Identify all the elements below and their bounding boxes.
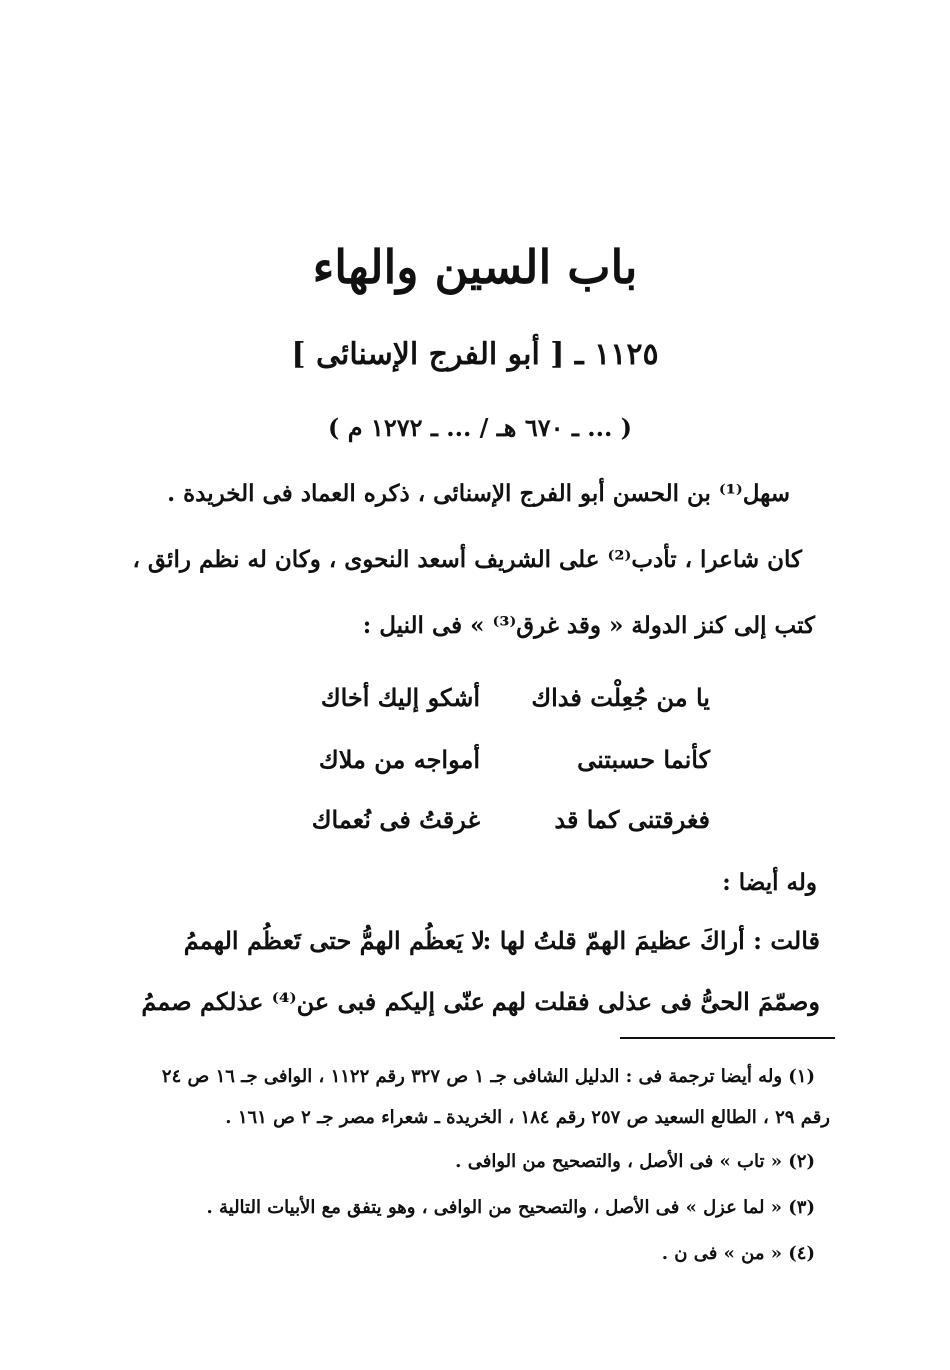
verse-hemistich-second: لا يَعظُم الهمُّ حتى تَعظُم الهممُ	[183, 926, 485, 955]
entry-heading: ١١٢٥ ـ [ أبو الفرج الإسنائى ]	[291, 337, 659, 372]
prose-line: كان شاعرا ، تأدب⁽²⁾ على الشريف أسعد النحوى ، وكان له نظم رائق ،	[132, 546, 802, 573]
verse-hemistich-second: عنّى إليكم فبى عن⁽⁴⁾ عذلكم صممُ	[141, 987, 485, 1016]
footnote: (١) وله أيضا ترجمة فى : الدليل الشافى جـ ١ ص ٣٢٧ رقم ١١٢٢ ، الوافى جـ ١٦ ص ٢٤	[161, 1066, 815, 1087]
verse-hemistich-second: أشكو إليك أخاك	[320, 683, 480, 712]
verse-hemistich-first: وصمّمَ الحىُّ فى عذلى فقلت لهم	[491, 987, 820, 1016]
verse-hemistich-first: قالت : أراكَ عظيمَ الهمّ قلتُ لها :	[482, 926, 820, 955]
footnote-continued: رقم ٢٩ ، الطالع السعيد ص ٢٥٧ رقم ١٨٤ ، الخريدة ـ شعراء مصر جـ ٢ ص ١٦١ .	[225, 1107, 830, 1128]
chapter-title: باب السين والهاء	[312, 240, 638, 294]
entry-dates: ( ... ـ ٦٧٠ هـ / ... ـ ١٢٧٢ م )	[327, 413, 633, 442]
footnote-separator	[620, 1037, 835, 1039]
footnote: (٤) « من » فى ن .	[661, 1243, 815, 1264]
also-heading: وله أيضا :	[722, 869, 817, 896]
footnote: (٢) « تاب » فى الأصل ، والتصحيح من الوافى .	[455, 1151, 815, 1172]
prose-line: كتب إلى كنز الدولة « وقد غرق⁽³⁾ » فى النيل :	[362, 612, 815, 639]
verse-hemistich-second: غرقتُ فى نُعماك	[311, 805, 480, 834]
verse-hemistich-first: فغرقتنى كما قد	[554, 805, 710, 834]
verse-hemistich-first: كأنما حسبتنى	[577, 745, 710, 774]
verse-hemistich-second: أمواجه من ملاك	[318, 745, 480, 774]
prose-line: سهل⁽¹⁾ بن الحسن أبو الفرج الإسنائى ، ذكره العماد فى الخريدة .	[167, 480, 790, 507]
footnote: (٣) « لما عزل » فى الأصل ، والتصحيح من الوافى ، وهو يتفق مع الأبيات التالية .	[206, 1197, 815, 1218]
verse-hemistich-first: يا من جُعِلْت فداك	[531, 683, 710, 712]
